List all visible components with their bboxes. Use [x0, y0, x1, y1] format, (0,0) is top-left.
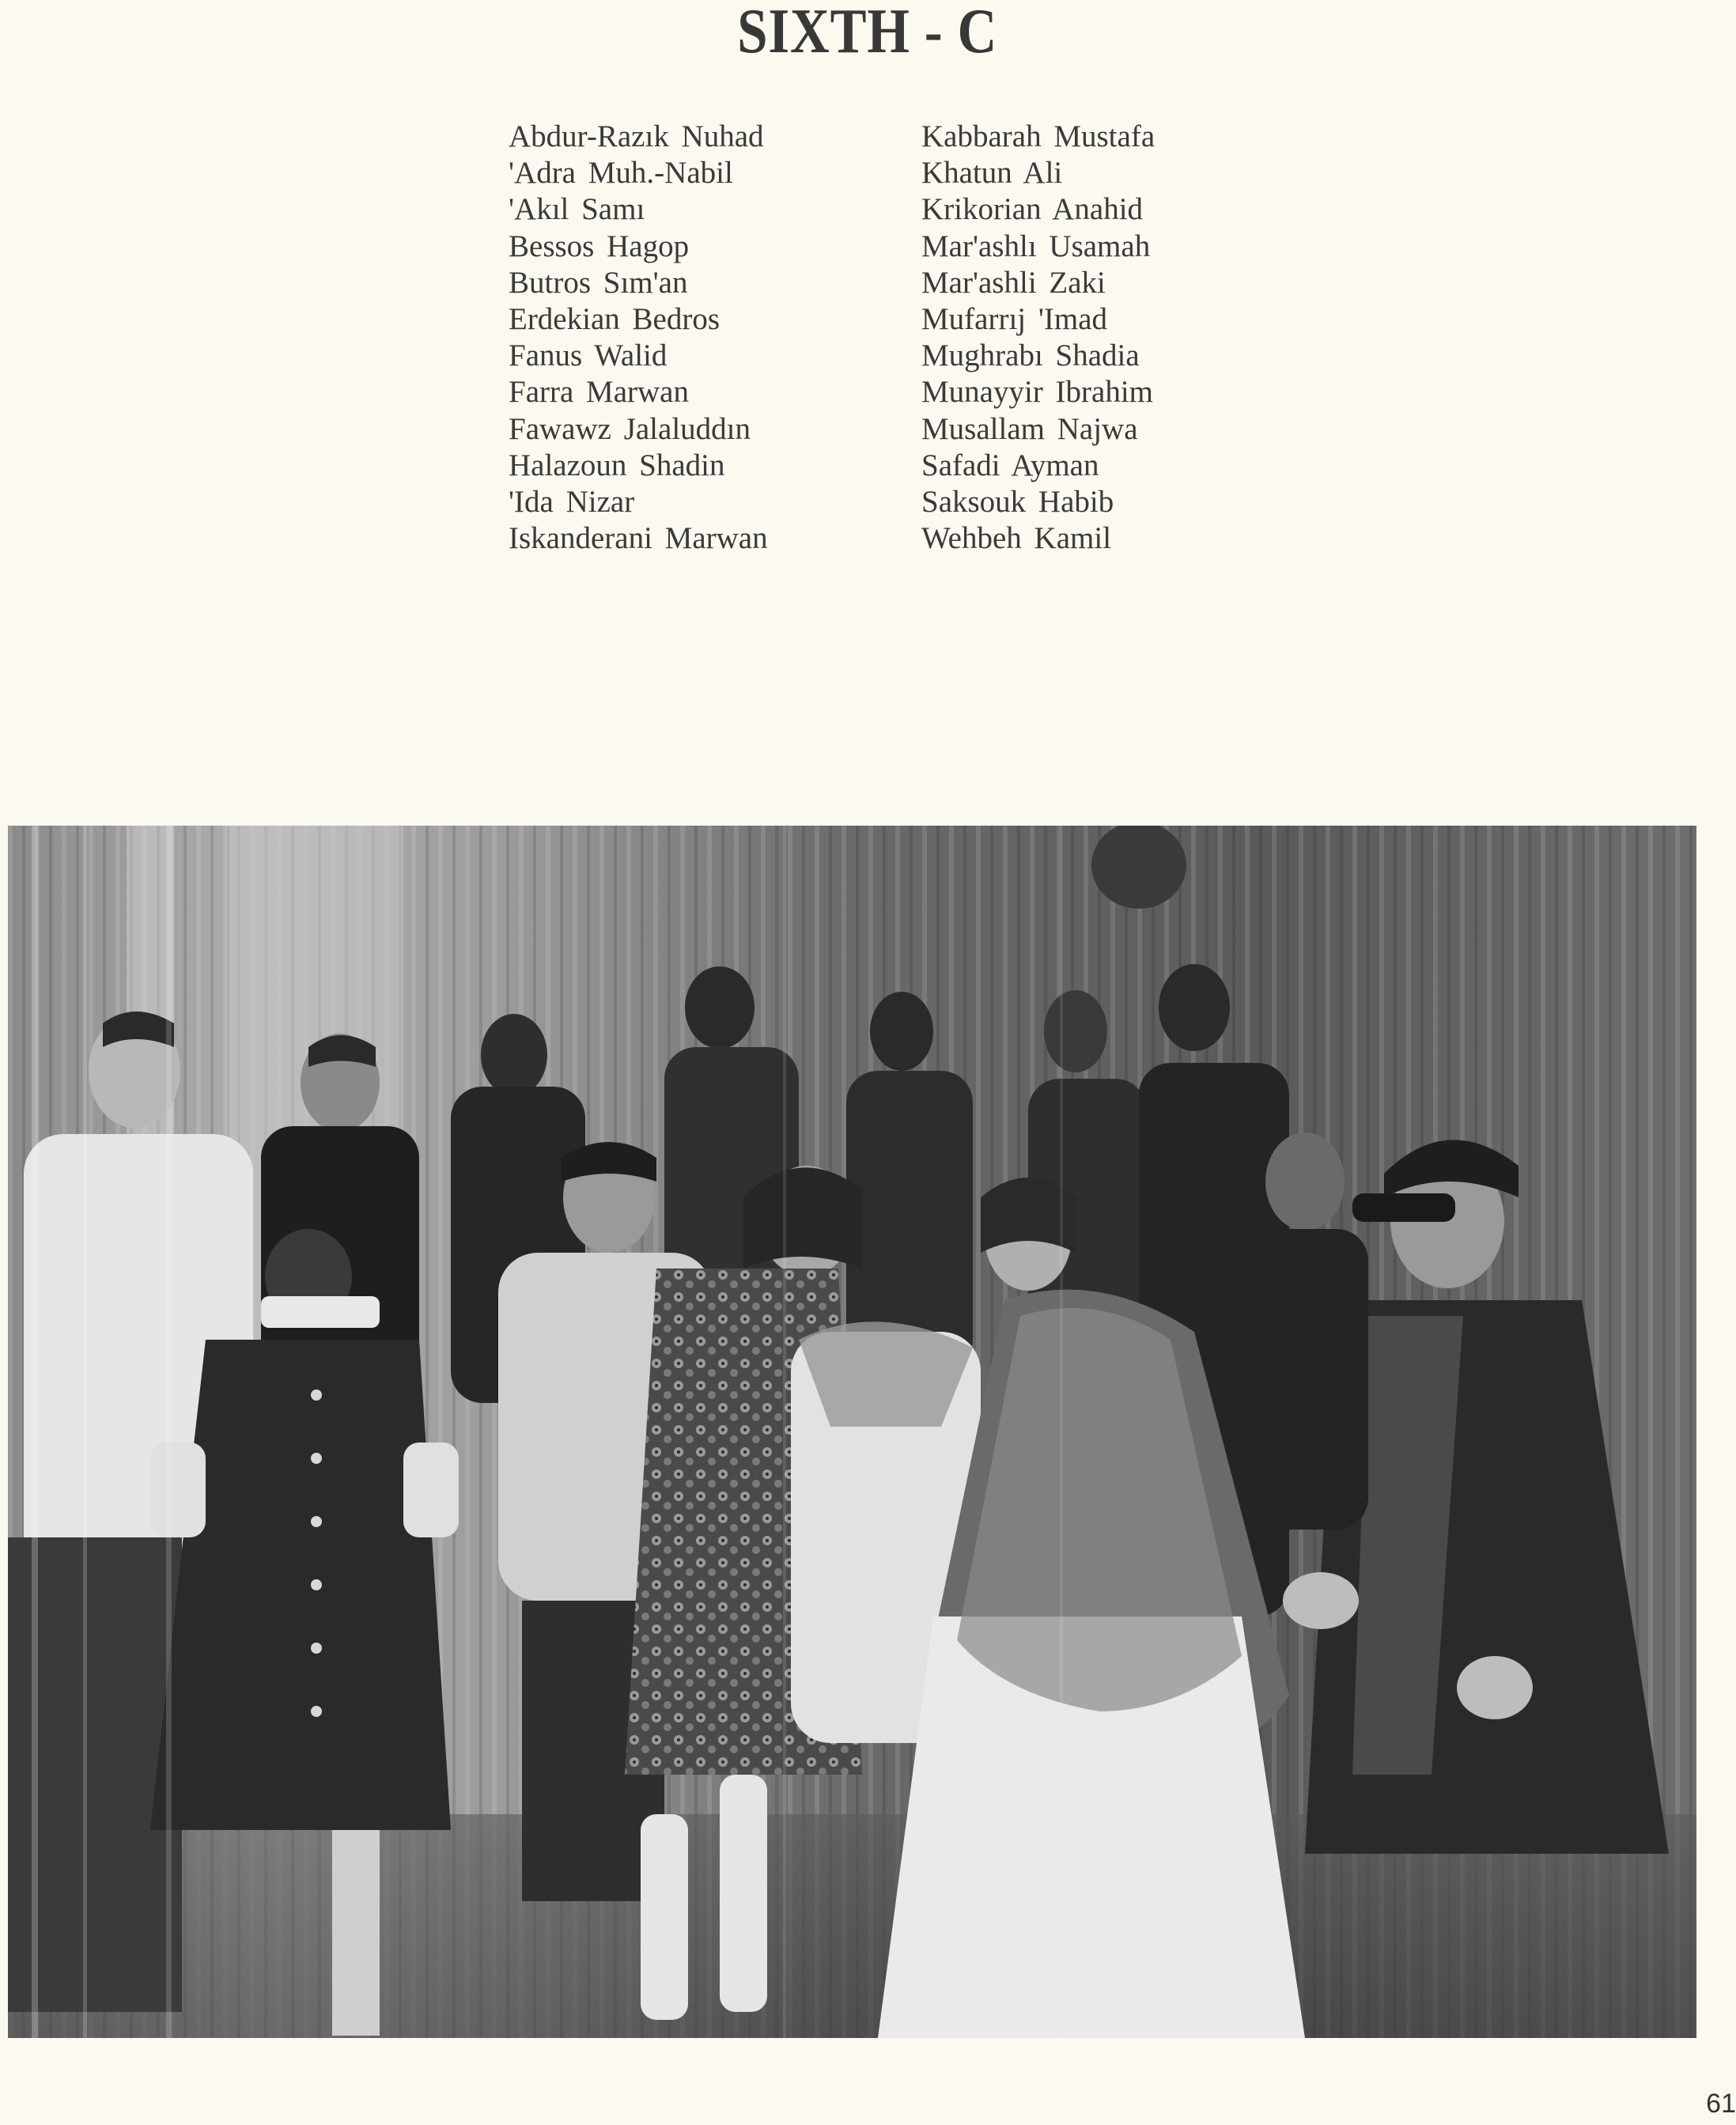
roster-name: Khatun Ali — [921, 156, 1063, 191]
roster-name: Safadi Ayman — [921, 448, 1099, 482]
roster-name: Mar'ashli Zaki — [921, 265, 1106, 300]
page-number: 61 — [1706, 2089, 1736, 2119]
roster-name: Munayyir Ibrahim — [921, 375, 1154, 410]
roster-name: Wehbeh Kamil — [921, 521, 1112, 556]
roster-name: Saksouk Habib — [921, 485, 1114, 520]
roster-name: Fawawz Jalaluddın — [509, 411, 751, 446]
roster-right-column — [921, 119, 1155, 557]
dance-party-photo-illustration — [8, 826, 1696, 2038]
roster-name: Mar'ashlı Usamah — [921, 229, 1151, 263]
roster-name: Halazoun Shadin — [509, 448, 725, 482]
roster-name: Erdekian Bedros — [509, 302, 720, 337]
roster-name: Krikorian Anahid — [921, 192, 1144, 227]
roster-name: 'Akıl Samı — [509, 192, 645, 227]
roster-name: Bessos Hagop — [509, 229, 690, 263]
roster-name: 'Ida Nizar — [509, 485, 635, 520]
roster-name: Iskanderani Marwan — [509, 521, 768, 556]
page-title: SIXTH - C — [737, 0, 998, 66]
roster-name: Mufarrıj 'Imad — [921, 302, 1108, 337]
roster-left-column — [509, 119, 768, 557]
dance-party-photo — [8, 826, 1696, 2038]
roster-name: Mughrabı Shadia — [921, 338, 1140, 373]
roster-name: Butros Sım'an — [509, 265, 688, 300]
roster-name: Musallam Najwa — [921, 411, 1138, 446]
roster-name: Kabbarah Mustafa — [921, 119, 1155, 153]
roster-name: Farra Marwan — [509, 375, 689, 410]
roster-name: 'Adra Muh.-Nabil — [509, 156, 733, 191]
roster-name: Fanus Walid — [509, 338, 668, 373]
roster-name: Abdur-Razık Nuhad — [509, 119, 764, 153]
